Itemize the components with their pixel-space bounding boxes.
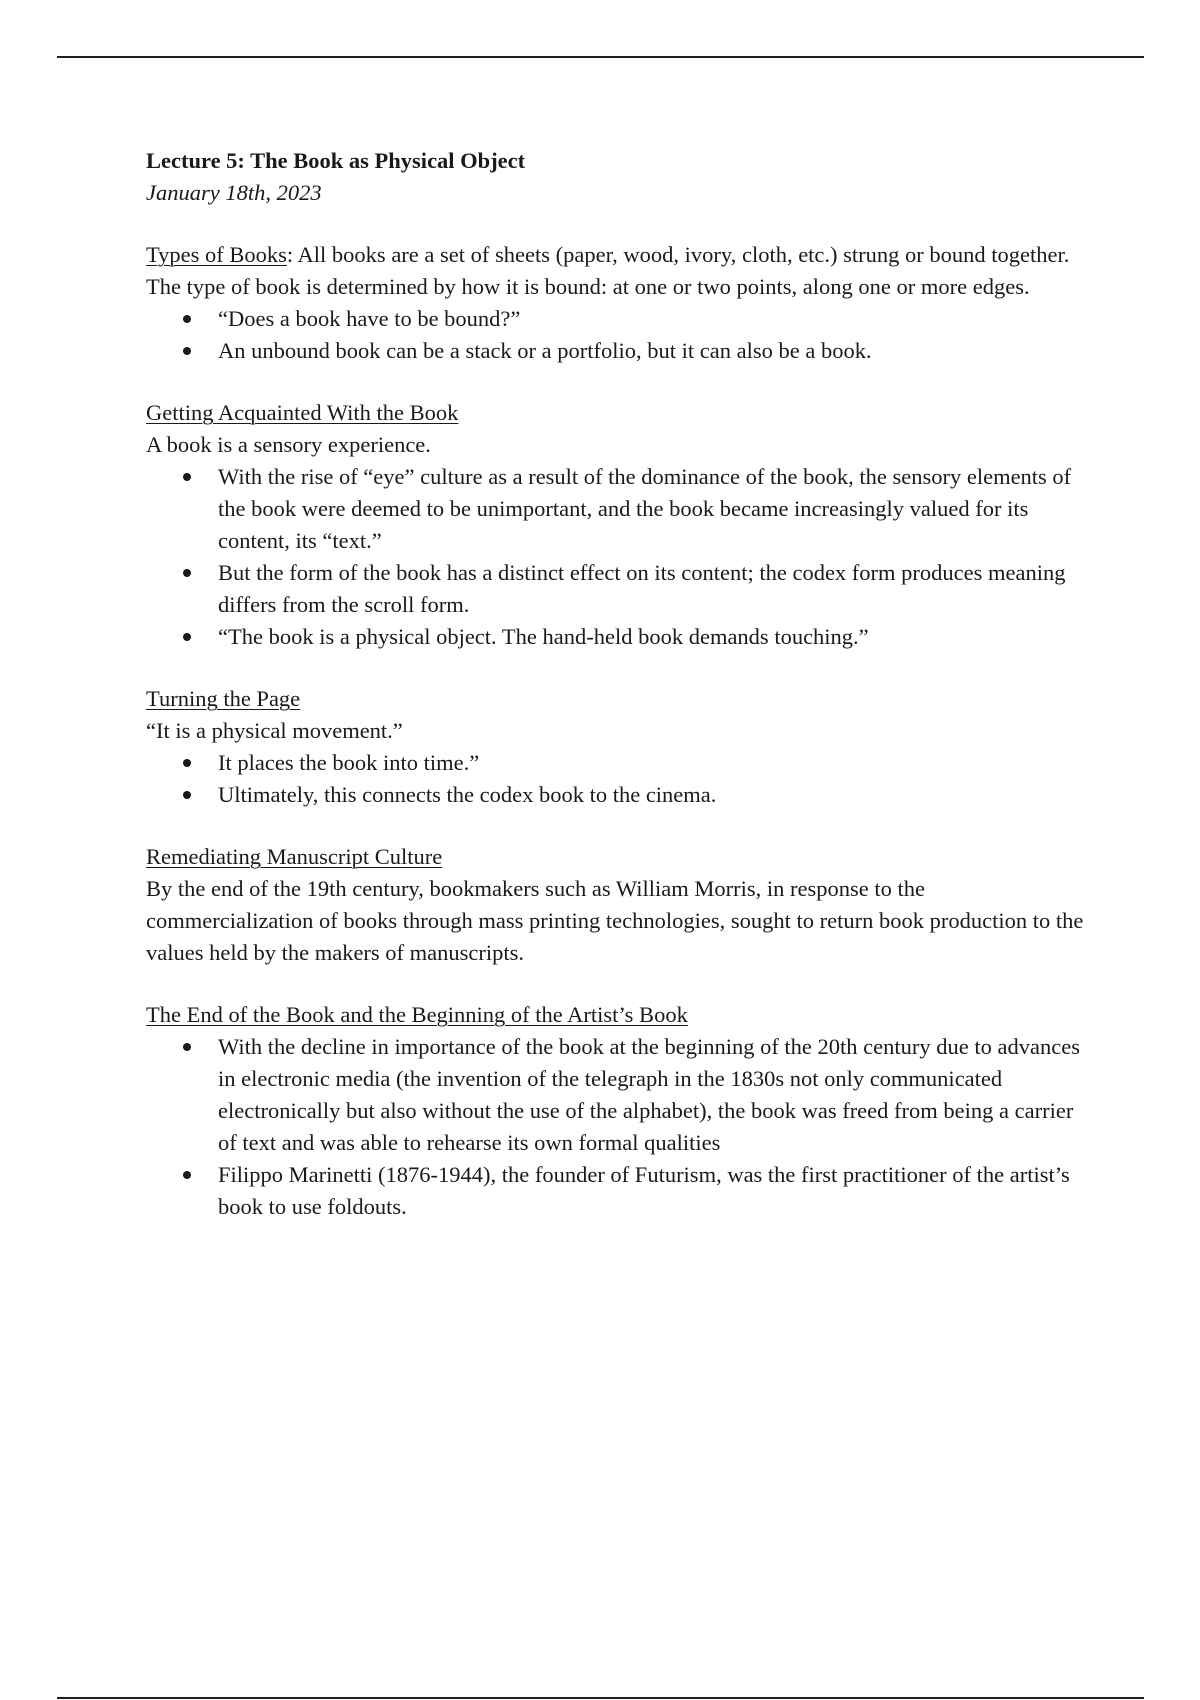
section-intro: By the end of the 19th century, bookmakers such as William Morris, in response to the commercialization of books through mass printing technologies, sought to return book production to the values held by the makers of manuscripts. — [146, 876, 1084, 965]
bullet-item: But the form of the book has a distinct effect on its content; the codex form produces meaning differs from the scroll form. — [218, 557, 1096, 621]
document-date: January 18th, 2023 — [146, 180, 322, 205]
bullet-list — [146, 461, 1096, 653]
section-remediating-manuscript-culture — [146, 841, 1096, 969]
section-heading: Turning the Page — [146, 686, 301, 711]
section-paragraph — [146, 239, 1096, 303]
section-heading-line — [146, 397, 1096, 429]
section-intro: “It is a physical movement.” — [146, 718, 403, 743]
bullet-item: “The book is a physical object. The hand-held book demands touching.” — [218, 621, 1096, 653]
bullet-item: It places the book into time.” — [218, 747, 1096, 779]
section-heading-line — [146, 683, 1096, 715]
section-end-of-the-book — [146, 999, 1096, 1223]
section-heading: Remediating Manuscript Culture — [146, 844, 443, 869]
section-types-of-books — [146, 239, 1096, 367]
bullet-item: Ultimately, this connects the codex book to the cinema. — [218, 779, 1096, 811]
section-turning-the-page — [146, 683, 1096, 811]
section-heading: Getting Acquainted With the Book — [146, 400, 459, 425]
top-rule — [57, 56, 1144, 58]
bullet-item: With the rise of “eye” culture as a result of the dominance of the book, the sensory elements of the book were deemed to be unimportant, and the book became increasingly valued for its content, its “text.” — [218, 461, 1096, 557]
section-heading: The End of the Book and the Beginning of the Artist’s Book — [146, 1002, 688, 1027]
bullet-item: With the decline in importance of the book at the beginning of the 20th century due to advances in electronic media (the invention of the telegraph in the 1830s not only communicated electronically but also without the use of the alphabet), the book was freed from being a carrier of text and was able to rehearse its own formal qualities — [218, 1031, 1096, 1159]
document-body — [146, 145, 1096, 1223]
bullet-list — [146, 1031, 1096, 1223]
bullet-item: “Does a book have to be bound?” — [218, 303, 1096, 335]
bullet-list — [146, 747, 1096, 811]
bullet-item: An unbound book can be a stack or a portfolio, but it can also be a book. — [218, 335, 1096, 367]
document-title: Lecture 5: The Book as Physical Object — [146, 148, 526, 173]
bullet-list — [146, 303, 1096, 367]
section-heading-line — [146, 999, 1096, 1031]
section-heading-line — [146, 841, 1096, 873]
section-intro: : All books are a set of sheets (paper, wood, ivory, cloth, etc.) strung or bound together. The type of book is determined by how it is bound: at one or two points, along one or more edges. — [146, 242, 1070, 299]
section-intro: A book is a sensory experience. — [146, 432, 431, 457]
section-heading: Types of Books — [146, 242, 287, 267]
bottom-rule — [57, 1697, 1144, 1699]
section-getting-acquainted — [146, 397, 1096, 653]
bullet-item: Filippo Marinetti (1876-1944), the founder of Futurism, was the first practitioner of the artist’s book to use foldouts. — [218, 1159, 1096, 1223]
